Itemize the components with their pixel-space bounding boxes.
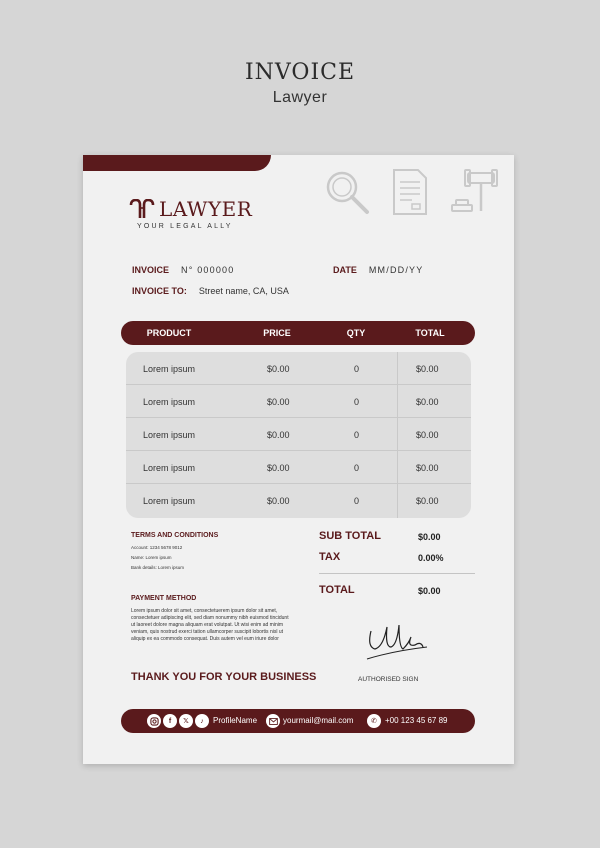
terms-section — [131, 532, 301, 575]
profile-name[interactable]: ProfileName — [213, 716, 258, 725]
terms-account: Account: 1234 5678 9012 — [131, 545, 183, 550]
invoice-to-label: INVOICE TO: — [132, 286, 187, 296]
header-qty: QTY — [346, 328, 366, 338]
payment-title: PAYMENT METHOD — [131, 595, 197, 602]
date-label: DATE — [333, 265, 357, 275]
cell-total: $0.00 — [416, 430, 439, 440]
cell-total: $0.00 — [416, 364, 439, 374]
email-icon — [266, 714, 280, 728]
x-icon[interactable]: 𝕏 — [179, 714, 193, 728]
invoice-document — [83, 155, 514, 764]
document-icon — [390, 167, 430, 217]
items-table — [126, 352, 471, 518]
date-value: MM/DD/YY — [368, 265, 424, 275]
cell-price: $0.00 — [267, 463, 290, 473]
authorised-sign-label: AUTHORISED SIGN — [358, 676, 419, 683]
table-row — [126, 484, 471, 517]
payment-text: Lorem ipsum dolor sit amet, consectetuerem ipsum dolor sit amet, consectetuer adipiscing elit, sed diam nonummy nibh euismod tincidunt ut laoreet dolore magna aliquam erat volutpat. Ut wisi enim ad minim veniam, quis nostrud exerci tation ullamcorper suscipit lobortis nisl ut aliquip ex ea commodo consequat. Duis autem vel eum iriure dolor — [131, 608, 289, 642]
total-value: $0.00 — [418, 586, 441, 596]
cell-price: $0.00 — [267, 397, 290, 407]
invoice-label: INVOICE — [132, 265, 170, 275]
header-price: PRICE — [263, 328, 291, 338]
instagram-icon[interactable] — [147, 714, 161, 728]
brand-name: LAWYER — [159, 197, 253, 221]
cell-qty: 0 — [354, 364, 360, 374]
page-subtitle: Lawyer — [272, 89, 328, 106]
cell-price: $0.00 — [267, 364, 290, 374]
terms-bank: Bank details: Lorem ipsum — [131, 565, 185, 570]
phone-number[interactable]: +00 123 45 67 89 — [385, 716, 448, 725]
brand-tagline: YOUR LEGAL ALLY — [137, 223, 233, 230]
thank-you-message: THANK YOU FOR YOUR BUSINESS — [131, 671, 317, 683]
invoice-number: N° 000000 — [181, 265, 235, 275]
cell-qty: 0 — [354, 496, 360, 506]
totals-section — [319, 530, 475, 605]
cell-total: $0.00 — [416, 397, 439, 407]
cell-qty: 0 — [354, 430, 360, 440]
corner-accent — [83, 155, 271, 171]
cell-product: Lorem ipsum — [143, 397, 196, 407]
invoice-to-value: Street name, CA, USA — [198, 286, 289, 296]
invoice-number-row — [132, 265, 234, 275]
tax-value: 0.00% — [418, 553, 444, 563]
invoice-to-row — [132, 286, 289, 296]
cell-price: $0.00 — [267, 430, 290, 440]
totals-divider — [319, 573, 475, 574]
date-row — [333, 265, 423, 275]
signature-icon — [363, 617, 433, 665]
subtotal-label: SUB TOTAL — [319, 530, 381, 542]
facebook-icon[interactable]: f — [163, 714, 177, 728]
table-row — [126, 418, 471, 451]
page-title: INVOICE — [244, 60, 356, 85]
email-address[interactable]: yourmail@mail.com — [283, 716, 354, 725]
cell-qty: 0 — [354, 463, 360, 473]
cell-product: Lorem ipsum — [143, 364, 196, 374]
total-label: TOTAL — [319, 584, 355, 596]
table-row — [126, 352, 471, 385]
cell-price: $0.00 — [267, 496, 290, 506]
magnifier-icon — [322, 167, 372, 217]
gavel-icon — [448, 167, 504, 217]
table-row — [126, 451, 471, 484]
terms-title: TERMS AND CONDITIONS — [131, 532, 219, 539]
subtotal-row — [319, 530, 475, 551]
header-product: PRODUCT — [146, 328, 192, 338]
table-row — [126, 385, 471, 418]
cell-product: Lorem ipsum — [143, 463, 196, 473]
terms-name: Name: Lorem ipsum — [131, 555, 172, 560]
table-header — [121, 321, 475, 345]
tax-row — [319, 551, 475, 572]
brand-logo — [129, 197, 252, 230]
law-symbol-icon — [129, 199, 155, 219]
subtotal-value: $0.00 — [418, 532, 441, 542]
cell-product: Lorem ipsum — [143, 430, 196, 440]
tiktok-icon[interactable]: ♪ — [195, 714, 209, 728]
cell-qty: 0 — [354, 397, 360, 407]
page-heading — [0, 60, 600, 107]
header-total: TOTAL — [415, 328, 445, 338]
phone-icon: ✆ — [367, 714, 381, 728]
cell-product: Lorem ipsum — [143, 496, 196, 506]
total-row — [319, 584, 475, 605]
social-icons — [147, 714, 209, 728]
payment-section — [131, 595, 291, 643]
contact-footer — [121, 709, 475, 733]
cell-total: $0.00 — [416, 496, 439, 506]
cell-total: $0.00 — [416, 463, 439, 473]
tax-label: TAX — [319, 551, 341, 563]
decorative-icons — [322, 167, 504, 217]
